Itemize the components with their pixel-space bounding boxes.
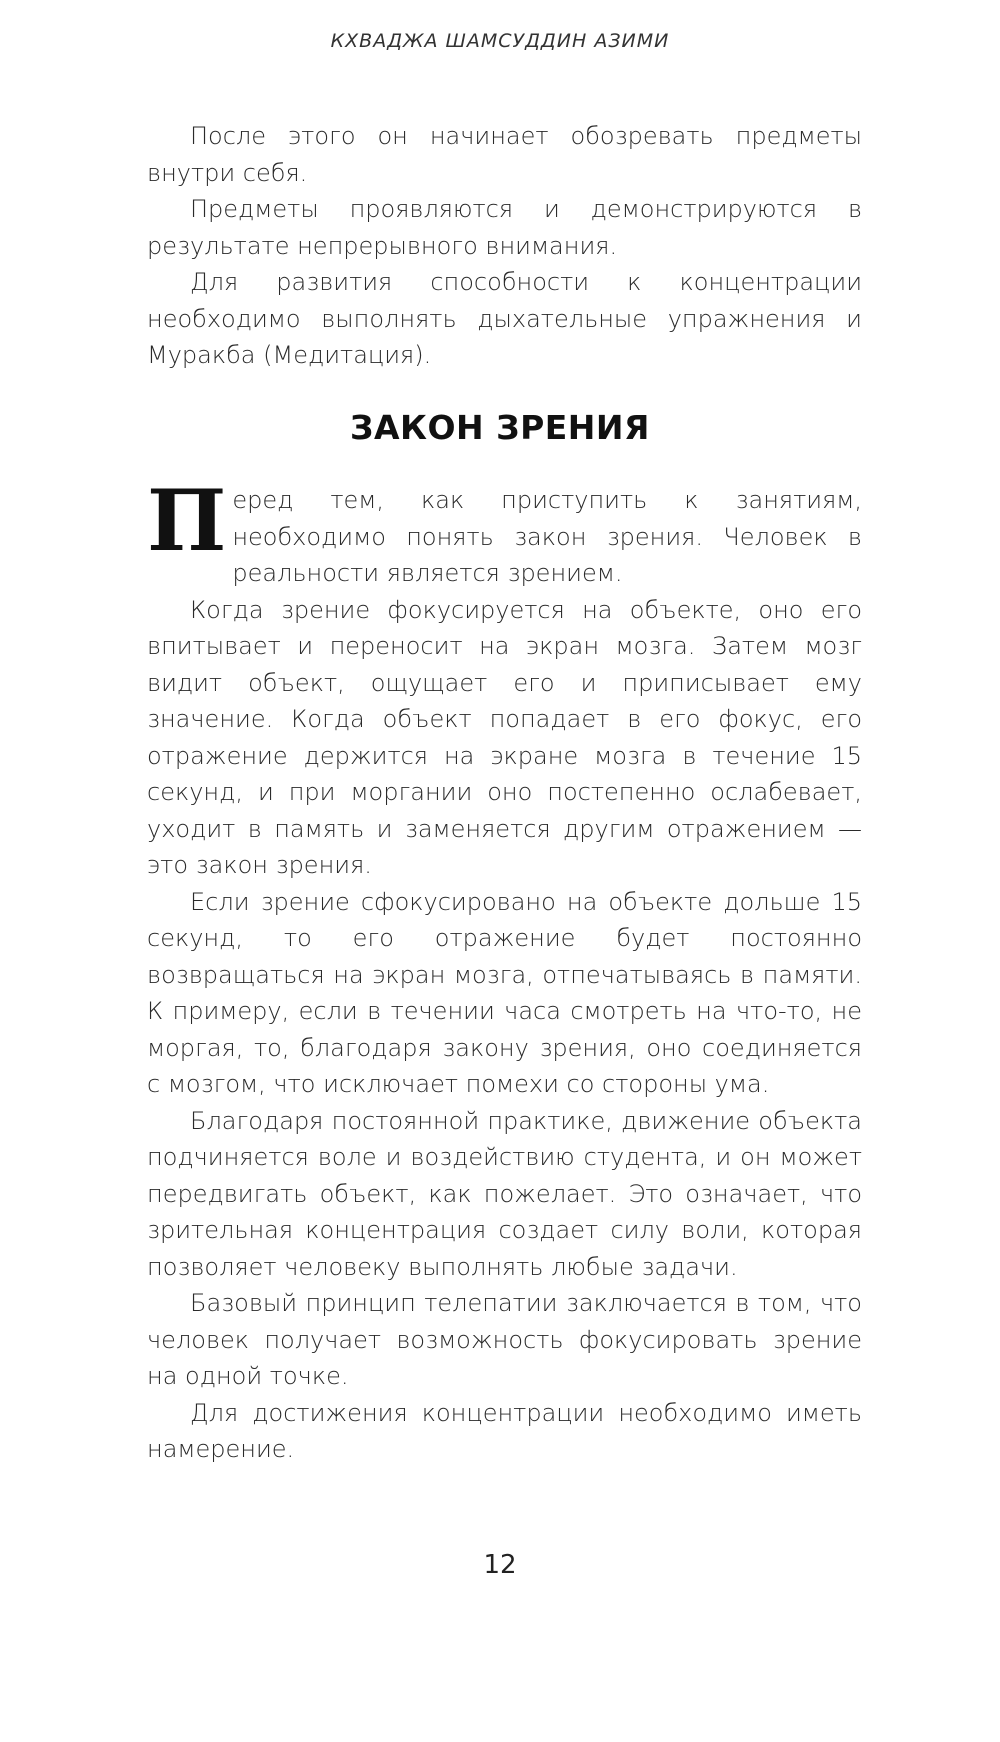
running-header: КХВАДЖА ШАМСУДДИН АЗИМИ [330, 30, 670, 52]
chapter-text-block [147, 471, 862, 1468]
paragraph: Базовый принцип телепатии заключается в том, что человек получает возможность фокусировать зрение на одной точке. [147, 1289, 862, 1390]
chapter-title: ЗАКОН ЗРЕНИЯ [350, 408, 650, 447]
paragraph: Предметы проявляются и демонстрируются в результате непрерывного внимания. [147, 195, 862, 260]
page-number: 12 [483, 1550, 517, 1580]
paragraph: Когда зрение фокусируется на объекте, оно его впитывает и переносит на экран мозга. Затем мозг видит объект, ощущает его и приписывает ему значение. Когда объект попадает в его фокус, его отражение держится на экране мозга в течение 15 секунд, и при моргании оно постепенно ослабевает, уходит в память и заменяется другим отражением — это закон зрения. [147, 595, 862, 879]
intro-text-block [147, 118, 862, 374]
paragraph: Для развития способности к концентрации необходимо выполнять дыхательные упражнения и Муракба (Медитация). [147, 268, 862, 369]
paragraph: Для достижения концентрации необходимо иметь намерение. [147, 1398, 862, 1463]
paragraph: Благодаря постоянной практике, движение объекта подчиняется воле и воздействию студента, и он может передвигать объект, как пожелает. Это означает, что зрительная концентрация создает силу воли, которая позволяет человеку выполнять любые задачи. [147, 1106, 862, 1281]
paragraph: Если зрение сфокусировано на объекте дольше 15 секунд, то его отражение будет постоянно возвращаться на экран мозга, отпечатываясь в памяти. К примеру, если в течении часа смотреть на что-то, не моргая, то, благодаря закону зрения, оно соединяется с мозгом, что исключает помехи со стороны ума. [147, 887, 862, 1098]
paragraph: После этого он начинает обозревать предметы внутри себя. [147, 122, 862, 187]
first-paragraph [147, 471, 862, 592]
drop-cap: П [147, 471, 227, 570]
first-paragraph-text: еред тем, как приступить к занятиям, необходимо понять закон зрения. Человек в реальности является зрением. [232, 486, 862, 587]
